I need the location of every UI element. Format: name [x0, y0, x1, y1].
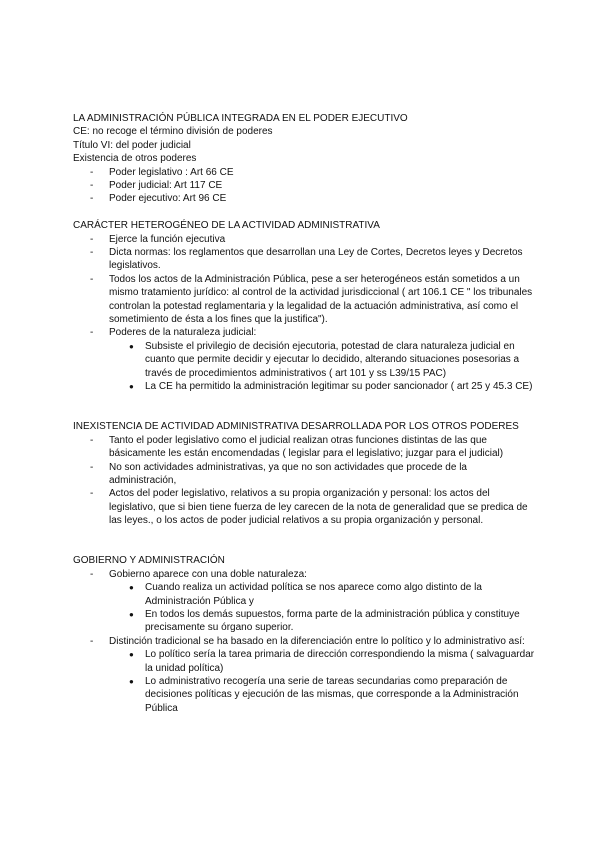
bullet-dot-marker: ●	[129, 583, 134, 593]
dash-marker: -	[90, 488, 94, 500]
dash-marker: -	[90, 327, 94, 339]
sub-bullet-list	[109, 648, 535, 715]
dash-marker: -	[90, 180, 94, 192]
list-item	[73, 166, 535, 179]
document-body	[73, 112, 535, 715]
list-item-text: Gobierno aparece con una doble naturaleza:	[109, 568, 307, 580]
sub-list-item	[73, 340, 535, 380]
sub-list-item	[73, 608, 535, 635]
sub-list-item-text: Lo administrativo recogería una serie de tareas secundarias como preparación de decisiones políticas y ejecución de las mismas, que corresponde a la Administración Pública	[145, 676, 519, 714]
list-item	[73, 326, 535, 393]
dash-marker: -	[90, 568, 94, 580]
section-heading: INEXISTENCIA DE ACTIVIDAD ADMINISTRATIVA DESARROLLADA POR LOS OTROS PODERES	[73, 421, 519, 433]
sub-list-item-text: Subsiste el privilegio de decisión ejecutoria, potestad de clara naturaleza judicial en cuanto que permite decidir y ejecutar lo decidido, alterando situaciones posesorias a través de procedimientos administrativos ( art 101 y ss L39/15 PAC)	[145, 340, 520, 379]
list-item	[73, 487, 535, 527]
sub-list-item	[73, 380, 535, 393]
list-item-text: Tanto el poder legislativo como el judicial realizan otras funciones distintas de las que básicamente les están encomendadas ( legislar para el legislativo; juzgar para el judicial)	[109, 434, 504, 460]
dash-marker: -	[90, 247, 94, 259]
sub-list-item-text: En todos los demás supuestos, forma parte de la administración pública y constituye precisamente su órgano superior.	[145, 608, 520, 634]
list-item-text: Todos los actos de la Administración Pública, pese a ser heterogéneos están sometidos a un mismo tratamiento jurídico: al control de la actividad jurisdiccional ( art 106.1 CE " los tribunales controlan la potestad reglamentaria y la legalidad de la actuación administrativa, así como el sometimiento de ésta a los fines que la justifica").	[109, 273, 533, 326]
bullet-dot-marker: ●	[129, 609, 134, 619]
list-item	[73, 461, 535, 488]
sub-list-item-text: La CE ha permitido la administración legitimar su poder sancionador ( art 25 y 45.3 CE)	[145, 381, 533, 393]
list-item	[73, 246, 535, 273]
bullet-dot-marker: ●	[129, 650, 134, 660]
text-line: Existencia de otros poderes	[73, 153, 197, 165]
section-heading: GOBIERNO Y ADMINISTRACIÓN	[73, 555, 225, 567]
sub-list-item	[73, 581, 535, 608]
list-item	[73, 233, 535, 246]
list-item	[73, 635, 535, 715]
text-line: CE: no recoge el término división de poderes	[73, 126, 273, 138]
dash-marker: -	[90, 193, 94, 205]
list-item-text: Ejerce la función ejecutiva	[109, 233, 226, 245]
bullet-list	[73, 233, 535, 394]
list-item-text: No son actividades administrativas, ya que no son actividades que procede de la administración,	[109, 461, 467, 486]
sub-bullet-list	[109, 340, 535, 394]
dash-marker: -	[90, 461, 94, 473]
bullet-dot-marker: ●	[129, 341, 134, 351]
bullet-list	[73, 434, 535, 528]
sub-list-item-text: Cuando realiza un actividad política se nos aparece como algo distinto de la Administración Pública y	[145, 582, 482, 607]
bullet-list	[73, 166, 535, 206]
dash-marker: -	[90, 273, 94, 285]
list-item	[73, 179, 535, 192]
bullet-dot-marker: ●	[129, 382, 134, 392]
list-item-text: Poder judicial: Art 117 CE	[109, 180, 223, 192]
list-item	[73, 192, 535, 205]
sub-list-item	[73, 675, 535, 715]
bullet-dot-marker: ●	[129, 677, 134, 687]
list-item-text: Actos del poder legislativo, relativos a su propia organización y personal: los actos del legislativo, que si bien tiene fuerza de ley carecen de la nota de generalidad que se predica de las leyes., o los actos de poder judicial relativos a su propia organización y personal.	[109, 488, 528, 527]
text-line: Título VI: del poder judicial	[73, 139, 191, 151]
section-heading: CARÁCTER HETEROGÉNEO DE LA ACTIVIDAD ADMINISTRATIVA	[73, 220, 380, 232]
list-item-text: Poder legislativo : Art 66 CE	[109, 166, 234, 178]
sub-bullet-list	[109, 581, 535, 635]
list-item	[73, 568, 535, 635]
dash-marker: -	[90, 635, 94, 647]
list-item-text: Dicta normas: los reglamentos que desarrollan una Ley de Cortes, Decretos leyes y Decretos legislativos.	[109, 247, 523, 272]
list-item-text: Poderes de la naturaleza judicial:	[109, 327, 257, 339]
dash-marker: -	[90, 166, 94, 178]
sub-list-item	[73, 648, 535, 675]
list-item-text: Distinción tradicional se ha basado en la diferenciación entre lo político y lo administrativo así:	[109, 635, 525, 647]
list-item-text: Poder ejecutivo: Art 96 CE	[109, 193, 227, 205]
sub-list-item-text: Lo político sería la tarea primaria de dirección correspondiendo la misma ( salvaguardar la unidad política)	[145, 649, 535, 674]
section-heading: LA ADMINISTRACIÓN PÚBLICA INTEGRADA EN EL PODER EJECUTIVO	[73, 113, 408, 124]
list-item	[73, 434, 535, 461]
bullet-list	[73, 568, 535, 715]
dash-marker: -	[90, 434, 94, 446]
dash-marker: -	[90, 233, 94, 245]
list-item	[73, 273, 535, 327]
